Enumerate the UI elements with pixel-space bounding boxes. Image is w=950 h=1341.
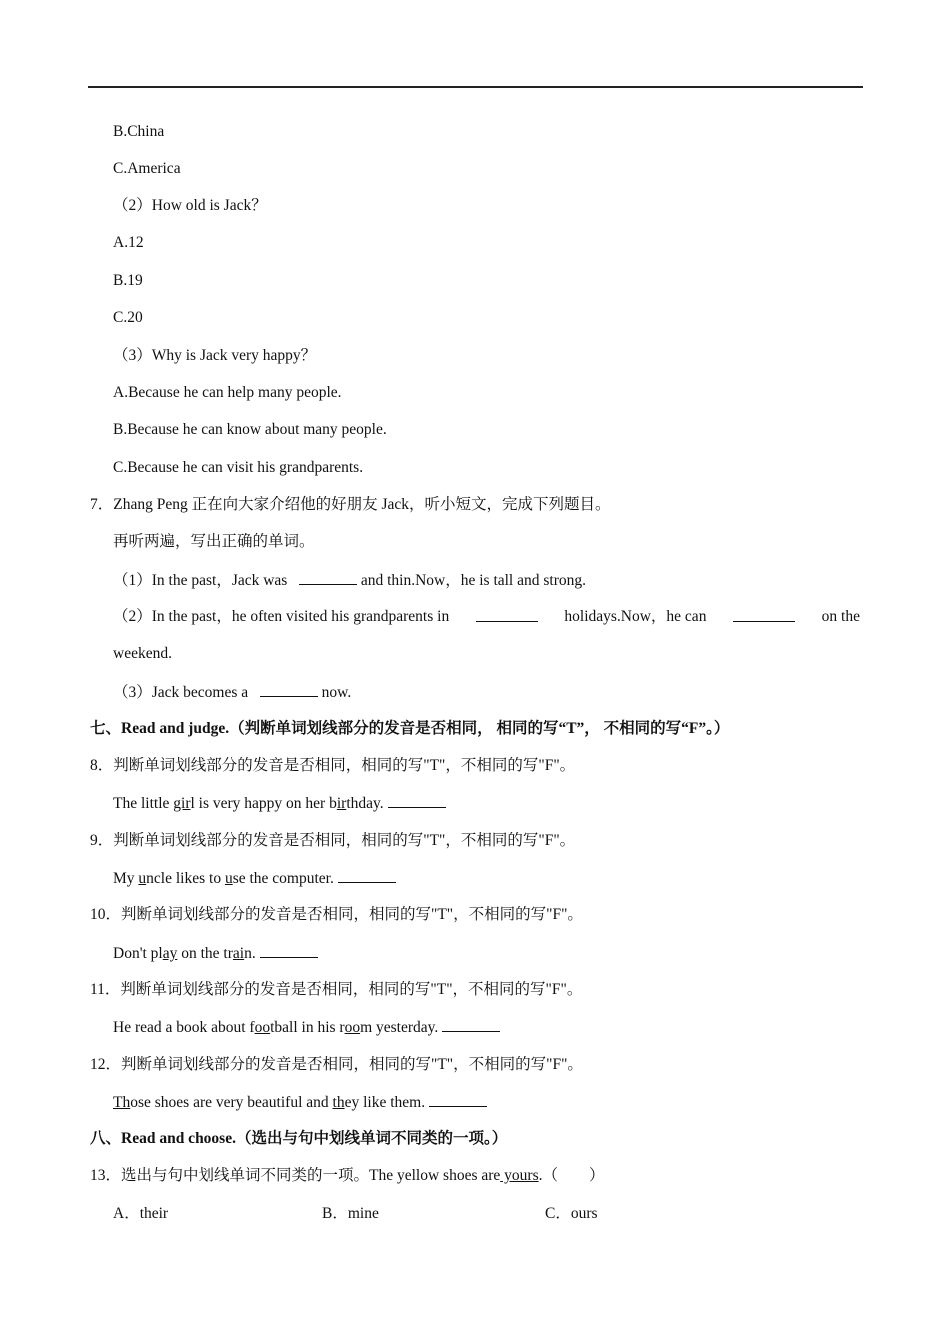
q6-2-stem: （2）How old is Jack？ xyxy=(113,197,267,214)
q10-answer-blank[interactable] xyxy=(260,943,318,958)
q12-underlined-2: th xyxy=(332,1094,345,1111)
q10-underlined-2: ai xyxy=(232,945,245,962)
q7-s2-text-a: （2）In the past，he often visited his grandparents in xyxy=(113,608,450,625)
q6-2-option-b: B.19 xyxy=(113,272,143,289)
q6-3-stem: （3）Why is Jack very happy？ xyxy=(113,347,317,364)
q9-answer-blank[interactable] xyxy=(338,868,396,883)
q7-stem: 7．Zhang Peng 正在向大家介绍他的好朋友 Jack，听小短文，完成下列题目。 xyxy=(90,496,611,513)
q11-underlined-2: oo xyxy=(344,1019,361,1036)
q6-2-option-c: C.20 xyxy=(113,309,143,326)
q13-option-a[interactable]: A．their xyxy=(113,1205,169,1222)
q7-s3-text-b: now. xyxy=(321,684,352,701)
q7-s1-blank[interactable] xyxy=(299,570,357,585)
q11-stem: 11．判断单词划线部分的发音是否相同，相同的写"T"，不相同的写"F"。 xyxy=(90,981,583,998)
q11-sentence xyxy=(113,1017,500,1038)
q10-part-1: Don't pl xyxy=(113,945,163,962)
section-7-title: 七、Read and judge.（判断单词划线部分的发音是否相同， 相同的写“T”， 不相同的写“F”。） xyxy=(90,720,730,737)
q6-1-option-b: B.China xyxy=(113,123,165,140)
q8-part-3: thday. xyxy=(346,795,384,812)
q7-sentence-1 xyxy=(113,570,586,591)
q13-option-c[interactable]: C．ours xyxy=(545,1205,598,1222)
q7-s1-text-a: （1）In the past，Jack was xyxy=(113,572,288,589)
q12-underlined-1: Th xyxy=(113,1094,131,1111)
q8-stem: 8．判断单词划线部分的发音是否相同，相同的写"T"，不相同的写"F"。 xyxy=(90,757,576,774)
q13-option-b[interactable]: B．mine xyxy=(322,1205,379,1222)
q7-instruction: 再听两遍，写出正确的单词。 xyxy=(113,533,315,550)
q10-underlined-1: ay xyxy=(162,945,178,962)
section-8-title: 八、Read and choose.（选出与句中划线单词不同类的一项。） xyxy=(90,1130,508,1147)
q7-sentence-2 xyxy=(113,607,860,627)
q11-answer-blank[interactable] xyxy=(442,1017,500,1032)
q10-stem: 10．判断单词划线部分的发音是否相同，相同的写"T"，不相同的写"F"。 xyxy=(90,906,583,923)
q9-underlined-2: u xyxy=(224,870,233,887)
q6-3-option-c: C.Because he can visit his grandparents. xyxy=(113,459,364,476)
q9-sentence xyxy=(113,868,396,889)
q12-part-2: ose shoes are very beautiful and xyxy=(130,1094,333,1111)
q9-part-3: se the computer. xyxy=(232,870,334,887)
q12-answer-blank[interactable] xyxy=(429,1092,487,1107)
q7-s3-text-a: （3）Jack becomes a xyxy=(113,684,249,701)
q12-part-3: ey like them. xyxy=(344,1094,426,1111)
q10-sentence xyxy=(113,943,318,964)
q8-part-2: l is very happy on her b xyxy=(190,795,337,812)
q7-s1-text-b: and thin.Now，he is tall and strong. xyxy=(360,572,586,589)
q8-answer-blank[interactable] xyxy=(388,793,446,808)
q13-stem xyxy=(90,1166,605,1186)
q11-part-1: He read a book about f xyxy=(113,1019,255,1036)
header-rule xyxy=(88,86,863,88)
q10-part-3: n. xyxy=(244,945,256,962)
q7-s2-text-d: weekend. xyxy=(113,645,172,662)
q7-s2-blank-1[interactable] xyxy=(476,607,538,622)
q11-part-2: tball in his r xyxy=(270,1019,345,1036)
q8-underlined-1: gir xyxy=(173,795,191,812)
q11-underlined-1: oo xyxy=(254,1019,271,1036)
q13-stem-text: 13．选出与句中划线单词不同类的一项。The yellow shoes are xyxy=(90,1167,501,1184)
q6-3-option-b: B.Because he can know about many people. xyxy=(113,421,387,438)
q9-part-2: ncle likes to xyxy=(146,870,225,887)
q6-3-option-a: A.Because he can help many people. xyxy=(113,384,342,401)
q6-2-option-a: A.12 xyxy=(113,234,144,251)
q13-underlined-word: yours xyxy=(500,1167,539,1184)
q10-part-2: on the tr xyxy=(177,945,233,962)
q8-sentence xyxy=(113,793,446,814)
q8-underlined-2: ir xyxy=(336,795,347,812)
q8-part-1: The little xyxy=(113,795,174,812)
q11-part-3: m yesterday. xyxy=(360,1019,439,1036)
q9-underlined-1: u xyxy=(138,870,147,887)
q7-s2-blank-2[interactable] xyxy=(733,607,795,622)
q7-sentence-3 xyxy=(113,682,351,703)
q13-stem-end: .（ ） xyxy=(538,1167,605,1184)
q12-sentence xyxy=(113,1092,487,1113)
q9-part-1: My xyxy=(113,870,139,887)
q9-stem: 9．判断单词划线部分的发音是否相同，相同的写"T"，不相同的写"F"。 xyxy=(90,832,576,849)
q7-s2-text-b: holidays.Now，he can xyxy=(564,608,707,625)
q7-s3-blank[interactable] xyxy=(260,682,318,697)
q12-stem: 12．判断单词划线部分的发音是否相同，相同的写"T"，不相同的写"F"。 xyxy=(90,1056,583,1073)
q7-s2-text-c: on the xyxy=(821,608,860,625)
q6-1-option-c: C.America xyxy=(113,160,181,177)
